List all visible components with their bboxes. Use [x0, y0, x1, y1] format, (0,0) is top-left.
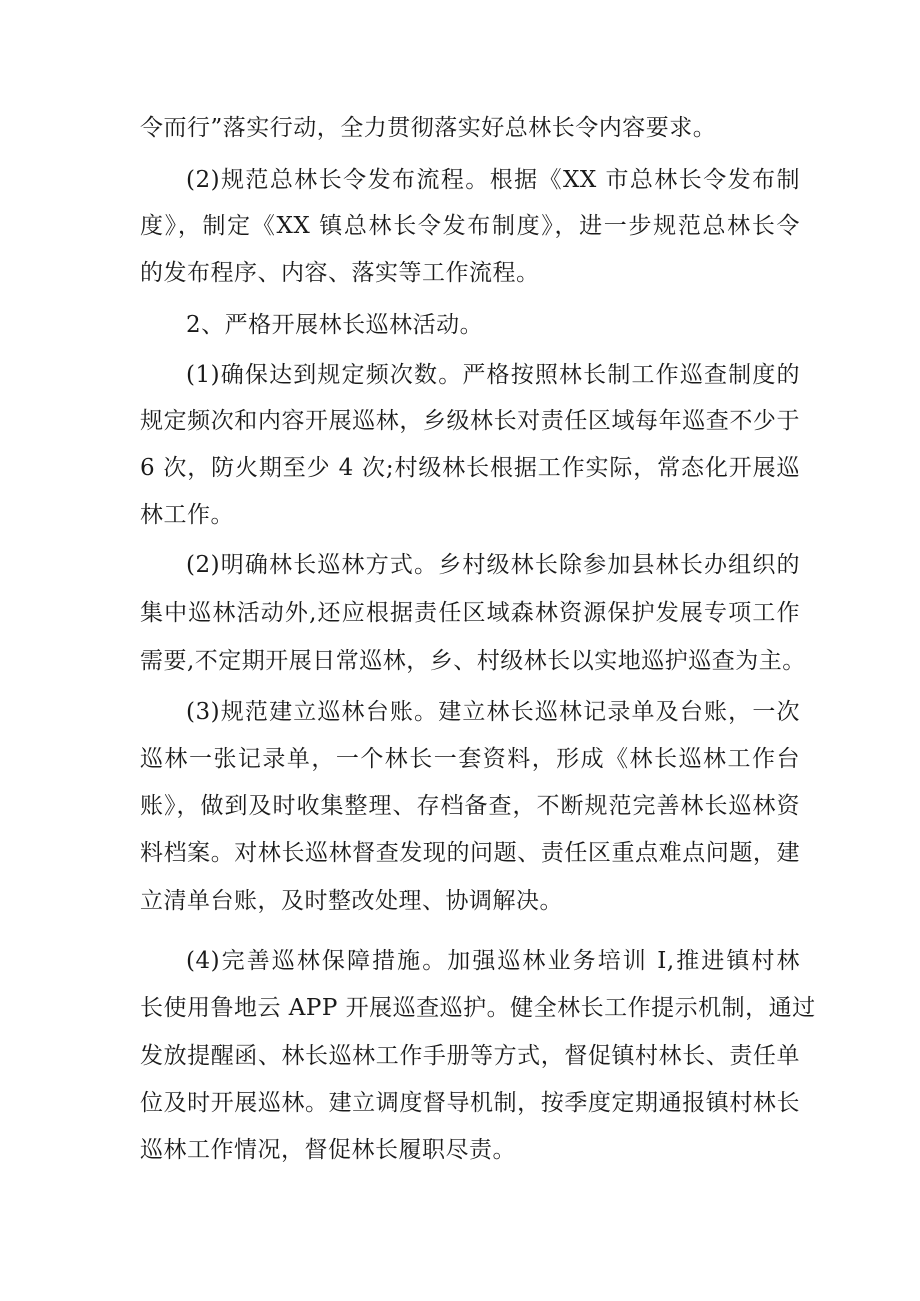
paragraph-line: 巡林一张记录单，一个林长一套资料，形成《林长巡林工作台 — [140, 746, 800, 772]
paragraph-line: 令而行”落实行动，全力贯彻落实好总林长令内容要求。 — [140, 115, 717, 141]
paragraph-line: (2)规范总林长令发布流程。根据《XX 市总林长令发布制 — [186, 167, 800, 193]
paragraph-line: 位及时开展巡林。建立调度督导机制，按季度定期通报镇村林长 — [140, 1090, 800, 1116]
paragraph-line: 立清单台账，及时整改处理、协调解决。 — [140, 888, 563, 914]
paragraph-line: 需要,不定期开展日常巡林，乡、村级林长以实地巡护巡查为主。 — [140, 648, 806, 674]
paragraph-line: (1)确保达到规定频次数。严格按照林长制工作巡查制度的 — [186, 362, 800, 388]
paragraph-line: 巡林工作情况，督促林长履职尽责。 — [140, 1137, 516, 1163]
paragraph-line: 集中巡林活动外,还应根据责任区域森林资源保护发展专项工作 — [140, 600, 800, 626]
paragraph-line: 长使用鲁地云 APP 开展巡查巡护。健全林长工作提示机制，通过 — [140, 995, 816, 1021]
paragraph-line: 林工作。 — [140, 502, 234, 528]
paragraph-line: 账》，做到及时收集整理、存档备查，不断规范完善林长巡林资 — [140, 793, 800, 819]
paragraph-line: 度》，制定《XX 镇总林长令发布制度》，进一步规范总林长令 — [140, 213, 800, 239]
paragraph-line: 规定频次和内容开展巡林，乡级林长对责任区域每年巡查不少于 — [140, 408, 800, 434]
paragraph-line: 料档案。对林长巡林督查发现的问题、责任区重点难点问题，建 — [140, 840, 800, 866]
section-heading: 2、严格开展林长巡林活动。 — [186, 312, 484, 338]
paragraph-line: 发放提醒函、林长巡林工作手册等方式，督促镇村林长、责任单 — [140, 1043, 800, 1069]
paragraph-line: 6 次，防火期至少 4 次;村级林长根据工作实际，常态化开展巡 — [140, 455, 800, 481]
paragraph-line: 的发布程序、内容、落实等工作流程。 — [140, 260, 540, 286]
paragraph-line: (4)完善巡林保障措施。加强巡林业务培训 I,推进镇村林 — [186, 948, 800, 974]
paragraph-line: (2)明确林长巡林方式。乡村级林长除参加县林长办组织的 — [186, 552, 800, 578]
paragraph-line: (3)规范建立巡林台账。建立林长巡林记录单及台账，一次 — [186, 699, 800, 725]
